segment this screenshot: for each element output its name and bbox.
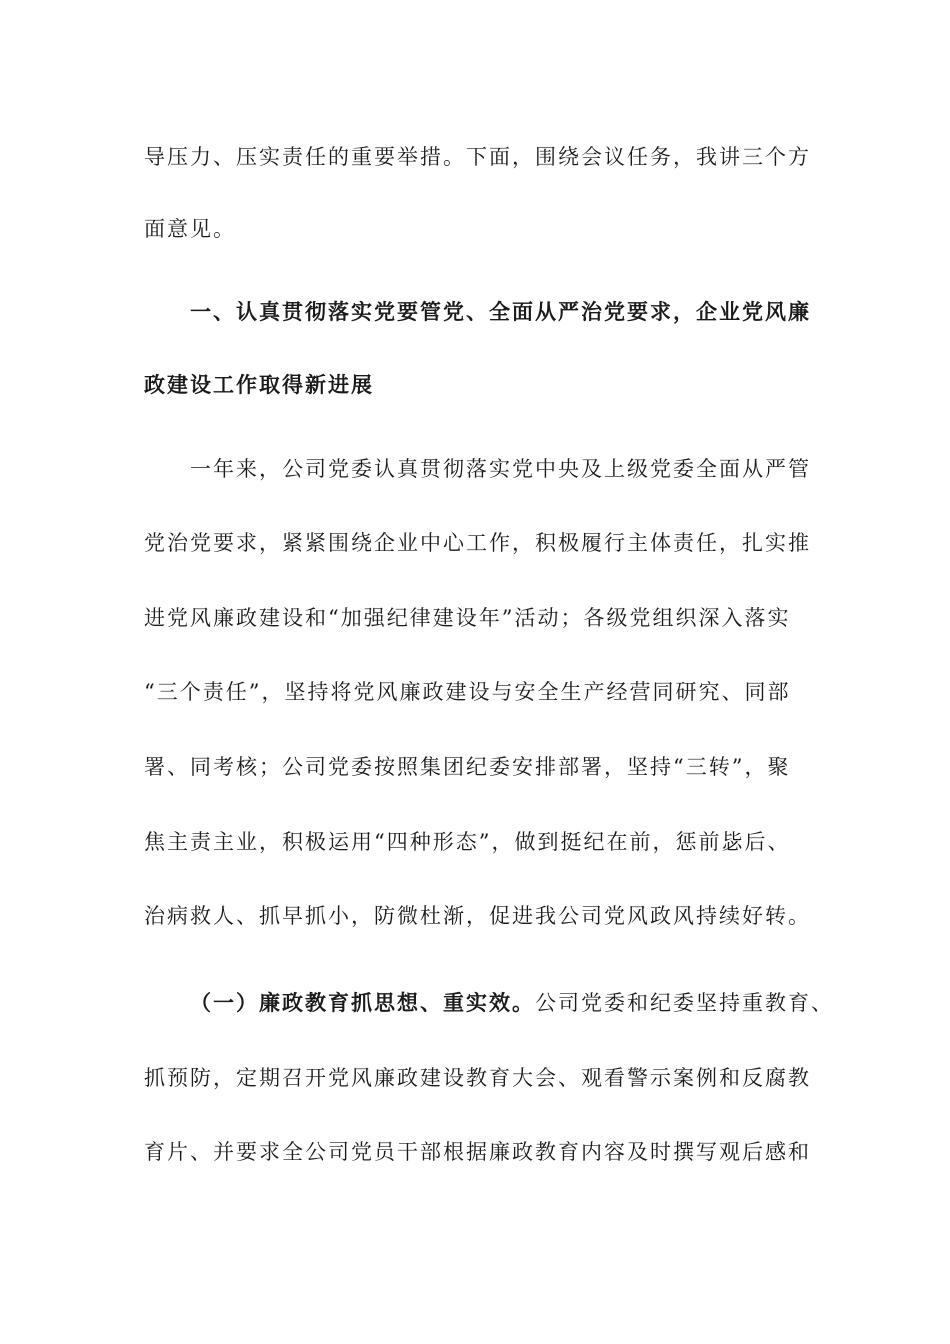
paragraph-line: “三个责任”，坚持将党风廉政建设与安全生产经营同研究、同部 <box>144 680 791 704</box>
paragraph-line: 党治党要求，紧紧围绕企业中心工作，积极履行主体责任，扎实推 <box>144 531 811 555</box>
paragraph-line: 治病救人、抓早抓小，防微杜渐，促进我公司党风政风持续好转。 <box>144 904 811 928</box>
paragraph-line: 署、同考核；公司党委按照集团纪委安排部署，坚持“三转”，聚 <box>144 755 791 779</box>
paragraph-line: 一年来，公司党委认真贯彻落实党中央及上级党委全面从严管 <box>190 457 811 481</box>
paragraph-line: 进党风廉政建设和“加强纪律建设年”活动；各级党组织深入落实 <box>144 606 791 630</box>
paragraph-line: 焦主责主业，积极运用“四种形态”，做到挺纪在前，惩前毖后、 <box>144 830 791 854</box>
subsection-line <box>190 983 834 1023</box>
paragraph-line: 抓预防，定期召开党风廉政建设教育大会、观看警示案例和反腐教 <box>144 1066 811 1090</box>
subsection-text: 公司党委和纪委坚持重教育、 <box>535 991 834 1015</box>
paragraph-line: 育片、并要求全公司党员干部根据廉政教育内容及时撰写观后感和 <box>144 1140 811 1164</box>
subsection-heading: （一）廉政教育抓思想、重实效。 <box>190 991 535 1015</box>
paragraph-line: 面意见。 <box>144 217 236 241</box>
section-heading-line: 一、认真贯彻落实党要管党、全面从严治党要求，企业党风廉 <box>190 300 811 324</box>
paragraph-line: 导压力、压实责任的重要举措。下面，围绕会议任务，我讲三个方 <box>144 145 811 169</box>
section-heading-line: 政建设工作取得新进展 <box>144 373 374 397</box>
